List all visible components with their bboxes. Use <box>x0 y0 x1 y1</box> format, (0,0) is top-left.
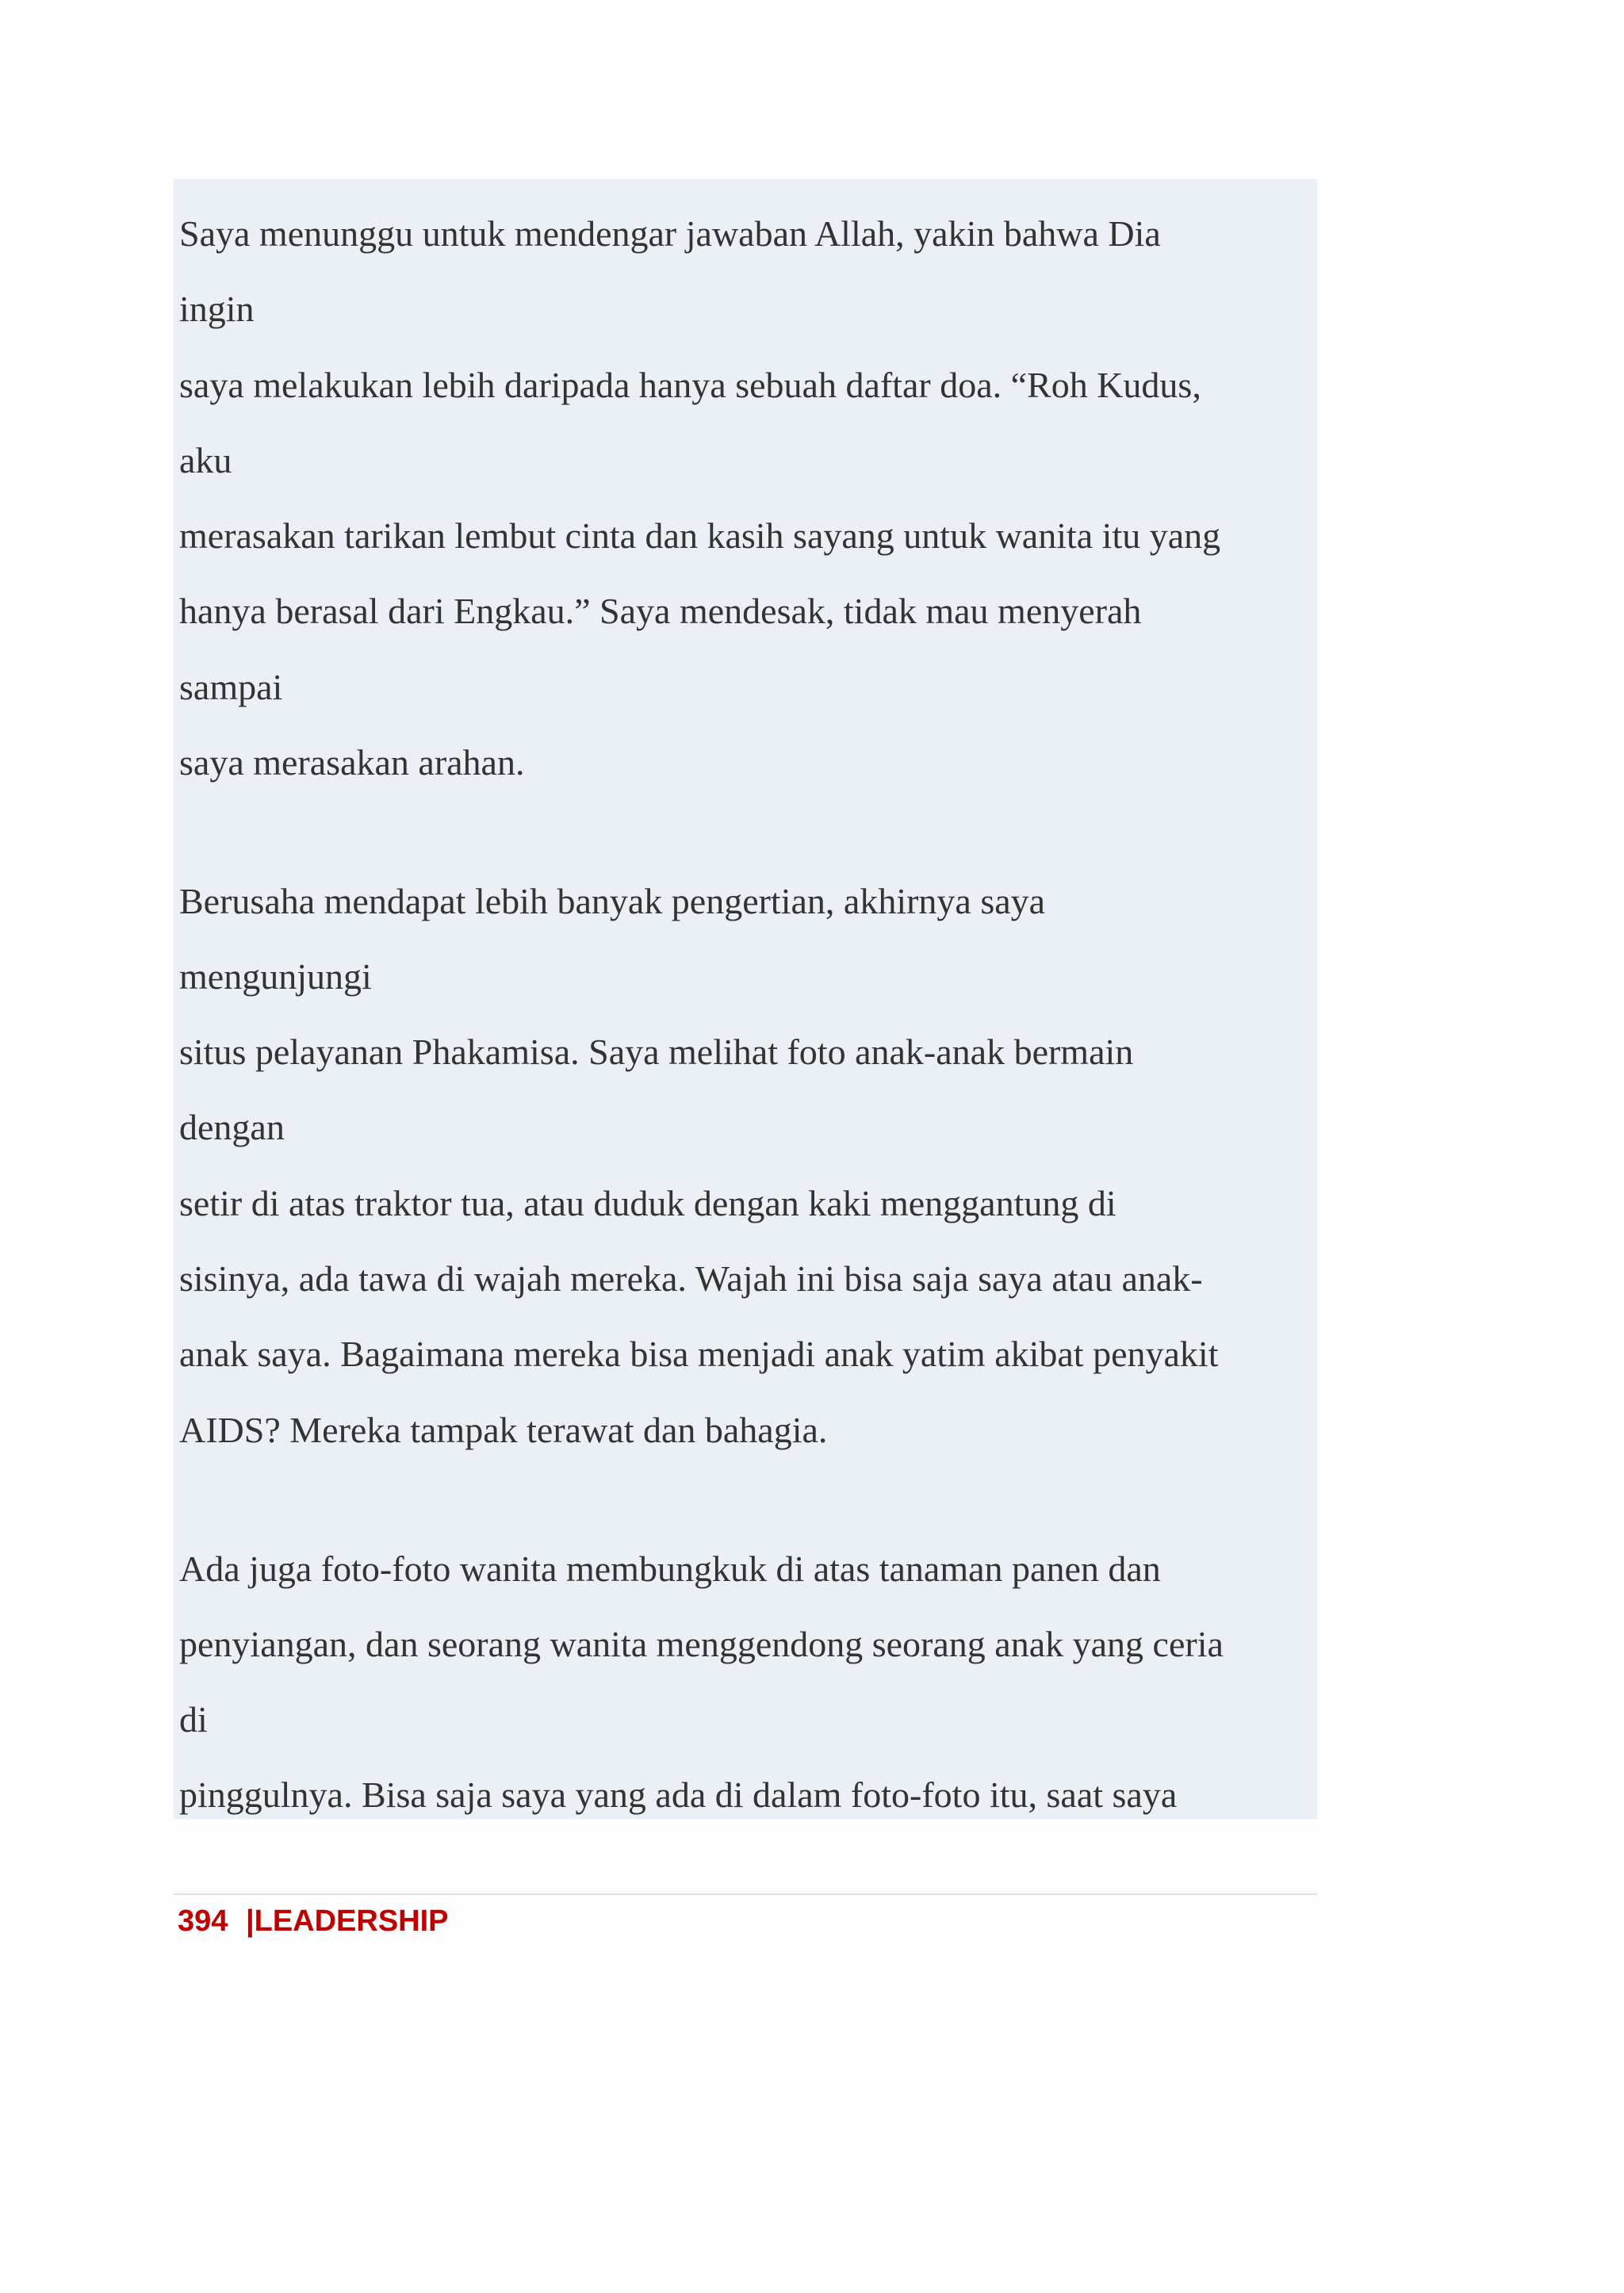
book-title: LEADERSHIP <box>254 1904 449 1938</box>
text-line: setir di atas traktor tua, atau duduk dengan kaki menggantung di <box>179 1183 1116 1223</box>
text-line: anak saya. Bagaimana mereka bisa menjadi anak yatim akibat penyakit <box>179 1334 1219 1374</box>
text-line: mengunjungi <box>179 956 372 997</box>
text-line: saya melakukan lebih daripada hanya sebuah daftar doa. “Roh Kudus, <box>179 365 1201 405</box>
text-line: Berusaha mendapat lebih banyak pengertian, akhirnya saya <box>179 881 1046 921</box>
text-line: Saya menunggu untuk mendengar jawaban Allah, yakin bahwa Dia <box>179 213 1161 254</box>
footer-separator: | <box>245 1904 255 1938</box>
text-line: hanya berasal dari Engkau.” Saya mendesak, tidak mau menyerah <box>179 591 1142 631</box>
text-line: sisinya, ada tawa di wajah mereka. Wajah ini bisa saja saya atau anak- <box>179 1258 1203 1299</box>
page-footer <box>178 1904 449 1939</box>
text-line: di <box>179 1699 208 1740</box>
text-line: aku <box>179 440 232 480</box>
text-line: pinggulnya. Bisa saja saya yang ada di dalam foto-foto itu, saat saya <box>179 1774 1178 1815</box>
text-line: saya merasakan arahan. <box>179 742 525 783</box>
text-line: situs pelayanan Phakamisa. Saya melihat foto anak-anak bermain <box>179 1032 1134 1072</box>
text-line: ingin <box>179 289 255 329</box>
text-line: Ada juga foto-foto wanita membungkuk di atas tanaman panen dan <box>179 1548 1161 1589</box>
text-line: penyiangan, dan seorang wanita menggendong seorang anak yang ceria <box>179 1624 1224 1664</box>
page-number: 394 <box>178 1904 228 1938</box>
text-line: dengan <box>179 1107 285 1147</box>
footer-divider <box>174 1893 1317 1895</box>
text-line: merasakan tarikan lembut cinta dan kasih sayang untuk wanita itu yang <box>179 515 1221 556</box>
highlighted-text-block <box>174 179 1317 1819</box>
text-line: sampai <box>179 667 283 707</box>
text-line: AIDS? Mereka tampak terawat dan bahagia. <box>179 1410 828 1450</box>
